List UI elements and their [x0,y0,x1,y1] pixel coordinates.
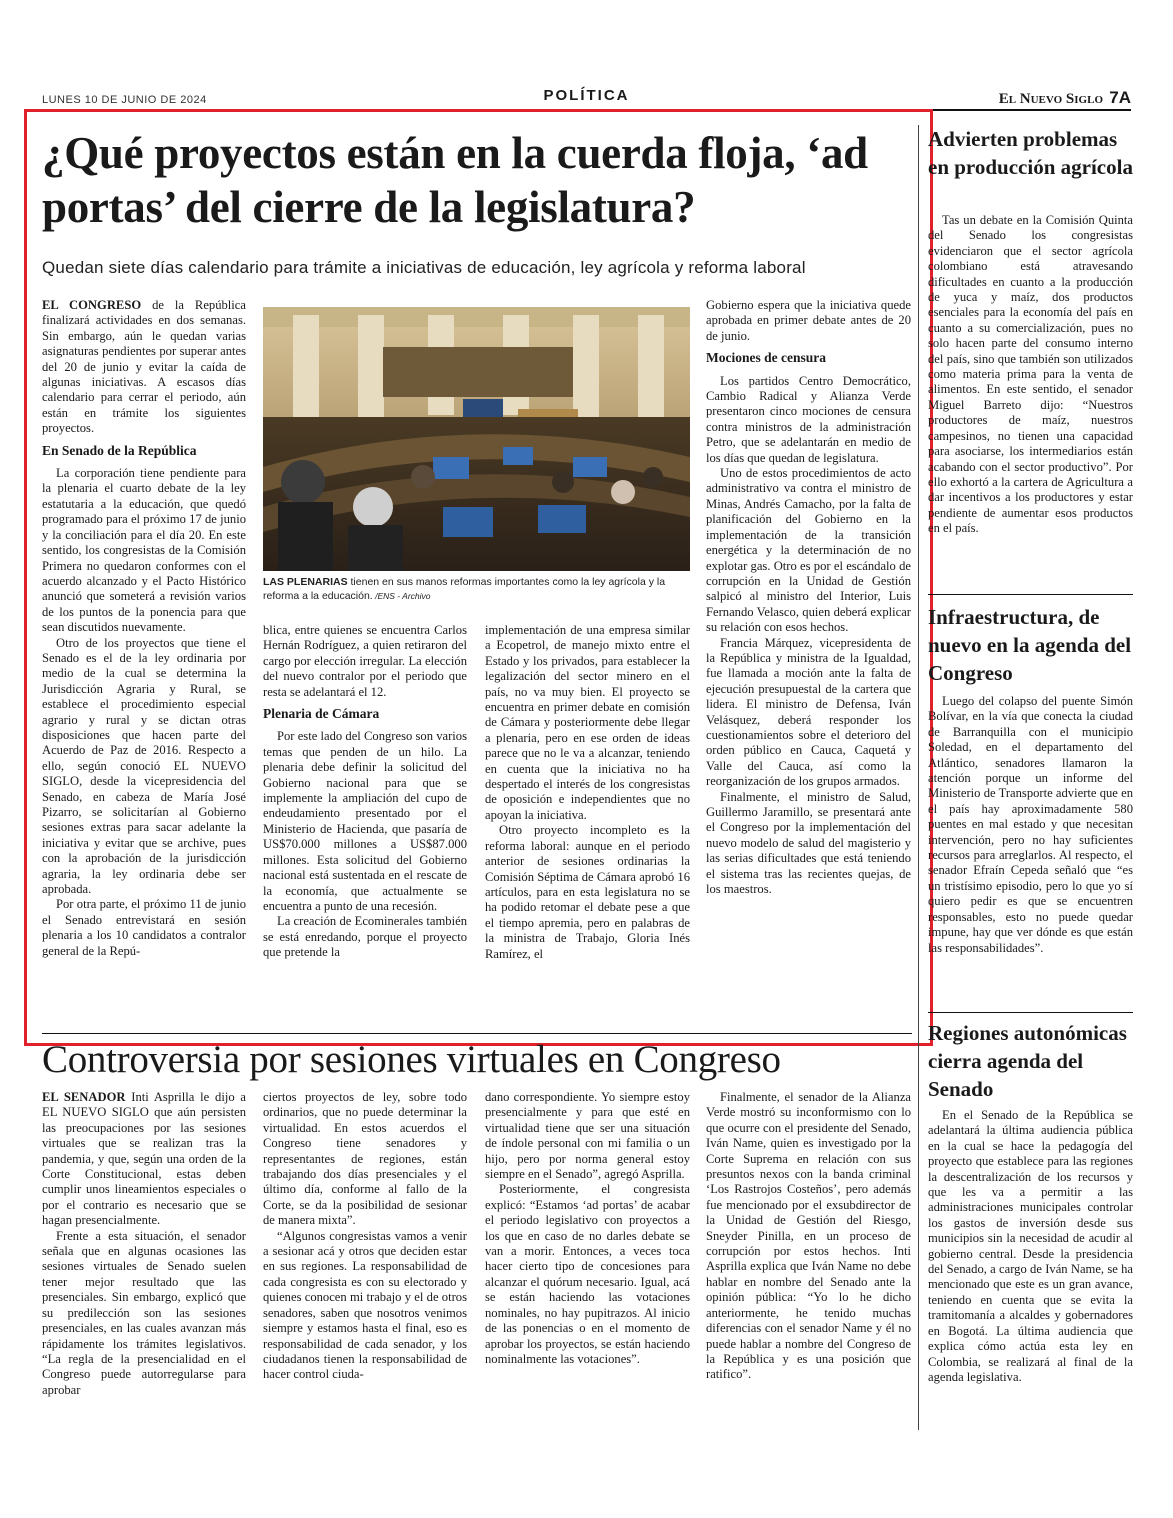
sidebar-column-2 [928,694,1133,956]
caption-text: tienen en sus manos reformas importantes como la ley agrícola y la reforma a la educación. [263,576,666,602]
paragraph: Por otra parte, el próximo 11 de junio el Senado entrevistará en sesión plenaria a los 10 candidatos a contralor general de la Repú- [42,897,246,958]
paragraph: Otro proyecto incompleto es la reforma laboral: aunque en el periodo anterior de sesiones ordinarias la Comisión Séptima de Cámara aprobó 16 artículos, para en esta legislatura no se ha podido retomar el debate pese a que el tiempo apremia, pero en palabras de la ministra de Trabajo, Gloria Inés Ramírez, el [485,823,690,961]
paragraph: ciertos proyectos de ley, sobre todo ordinarios, que no puede determinar la virtualidad. En estos acuerdos el Congreso tiene senadores y representantes de regiones, están trabajando dos días presenciales y el último día, conforme al fallo de la Corte, se da la posibilidad de sesionar de manera mixta”. [263,1090,467,1228]
paragraph: Uno de estos procedimientos de acto administrativo va contra el ministro de Minas, Andrés Camacho, por la falta de planificación del Gobierno en la implementación de la transición energética y la determinación de no explotar gas. Otro es por el escándalo de corrupción en la Unidad de Gestión salpicó al ministro del Interior, Luis Fernando Velasco, quien deberá explicar su relación con esos hechos. [706,466,911,635]
sidebar-headline-3: Regiones autonómicas cierra agenda del Senado [928,1021,1127,1101]
paragraph: dano correspondiente. Yo siempre estoy presencialmente y para que esté en virtualidad tiene que ser una situación de índole personal con mi familia o un hijo, pero por norma general estoy siempre en el Senado”, agregó Asprilla. [485,1090,690,1182]
main-subheadline: Quedan siete días calendario para trámite a iniciativas de educación, ley agrícola y reforma laboral [42,258,806,277]
paragraph: Gobierno espera que la iniciativa quede aprobada en primer debate antes de 20 de junio. [706,298,911,343]
sidebar-headline-2: Infraestructura, de nuevo en la agenda del Congreso [928,605,1132,685]
sidebar-headline-1: Advierten problemas en producción agrícola [928,127,1133,179]
paragraph: Los partidos Centro Democrático, Cambio Radical y Alianza Verde presentaron cinco mociones de censura contra ministros de la administración Petro, que se adelantarán en medio de los días que quedan de legislatura. [706,373,911,465]
paragraph: En el Senado de la República se adelantará la última audiencia pública en la cual se hace la pedagogía del proyecto que establece para las regiones la descentralización de los recursos y que les va a permitir a las administraciones municipales controlar los gastos de inversión desde sus municipios sin la necesidad de acudir al gobierno central. Desde la presidencia del Senado, a cargo de Iván Name, se ha mencionado que este es un gran avance, teniendo en cuenta que se evita la tramitomanía a alcaldes y gobernadores en Bogotá. La última audiencia que explica cómo actúa esta ley en Colombia, se realizará al final de la agenda legislativa. [928,1108,1133,1384]
caption-lead: LAS PLENARIAS [263,576,348,588]
header-rule [42,109,1131,111]
paragraph: La corporación tiene pendiente para la plenaria el cuarto debate de la ley estatutaria a la educación, que quedó programado para el próximo 17 de junio y la conciliación para el día 20. En este sentido, los congresistas de la Comisión Primera no quedaron conformes con el acuerdo alcanzado y el Pacto Histórico anunció que someterá a revisión varios de los puntos de la ponencia para que sean discutidos nuevamente. [42,466,246,635]
newspaper-name: El Nuevo Siglo [998,91,1103,107]
plenary-photo [263,307,690,571]
paragraph: Luego del colapso del puente Simón Bolívar, en la vía que conecta la ciudad de Barranquilla con el municipio Soledad, en el departamento del Atlántico, senadores llamaron la atención porque un informe del Ministerio de Transporte advierte que en el país hay aproximadamente 580 puentes en mal estado y que necesitan intervención, pero no hay suficientes recursos para arreglarlos. Al respecto, el senador Efraín Cepeda señaló que “es un tristísimo episodio, pero lo que yo sí quiero pedir es que se encuentren responsables, esto no puede quedar impune, hay que ver dónde es que están las responsabilidades”. [928,694,1133,955]
paragraph: La creación de Ecominerales también se está enredando, porque el proyecto que pretende la [263,914,467,960]
main-column-2 [263,623,467,961]
second-column-1 [42,1090,246,1398]
second-column-4 [706,1090,911,1383]
paragraph: implementación de una empresa similar a Ecopetrol, de manejo mixto entre el Estado y los privados, para establecer la legalización del sector minero en el país, no va muy bien. El proyecto se encuentra en primer debate en comisión de Cámara y posteriormente debe llegar a plenaria, pero en ese orden de ideas parece que no le va a alcanzar, teniendo en cuenta que la iniciativa no ha despertado el interés de los congresistas de oposición e independientes que no apoyan la iniciativa. [485,623,690,822]
paragraph: Otro de los proyectos que tiene el Senado es el de la ley ordinaria por medio de la cual se determina la Jurisdicción Agraria y Rural, se establece el procedimiento especial agrario y rural y se dictan otras disposiciones que hacen parte del Acuerdo de Paz de 2016. Respecto a ello, según conoció EL NUEVO SIGLO, desde la vicepresidencia del Senado, en cabeza de María José Pizarro, se solicitarían al Gobierno sesiones extras para sacar adelante la iniciativa y evitar que se archive, pues con la aprobación de la jurisdicción agraria, la ley ordinaria debe ser aprobada. [42,635,246,897]
paragraph: Finalmente, el ministro de Salud, Guillermo Jaramillo, se presentará ante el Congreso por la implementación del nuevo modelo de salud del magisterio y las serias dificultades que está teniendo el sistema tras las recientes quejas, de los maestros. [706,789,911,897]
photo-credit: /ENS - Archivo [372,591,431,601]
subheading: En Senado de la República [42,442,197,458]
section-rule [42,1033,912,1034]
sidebar-column-1 [928,213,1133,537]
issue-date: LUNES 10 DE JUNIO DE 2024 [42,94,207,106]
paragraph: EL CONGRESO de la República finalizará actividades en dos semanas. Sin embargo, aún le quedan varias asignaturas pendientes por superar antes del 20 de junio y evitar la caída de algunas iniciativas. A escasos días calendario para cerrar el periodo, aún están en trámite los siguientes proyectos. [42,298,246,436]
second-column-2 [263,1090,467,1383]
subheading: Mociones de censura [706,350,826,366]
paragraph: Posteriormente, el congresista explicó: “Estamos ‘ad portas’ de acabar el periodo legislativo con proyectos a los que en caso de no darles debate se van a morir. Entonces, a veces toca hacer cierto tipo de concesiones para alcanzar el quórum necesario. Igual, acá se están haciendo las votaciones nominales, no hay pupitrazos. Al inicio de las ponencias o en el momento de aprobar los proyectos, se están haciendo nominalmente las votaciones”. [485,1182,690,1366]
main-column-3 [485,623,690,962]
subheading: Plenaria de Cámara [263,706,380,722]
lead-word: EL SENADOR [42,1090,126,1104]
paragraph: Finalmente, el senador de la Alianza Verde mostró su inconformismo con lo que ocurre con el presidente del Senado, Iván Name, quien es investigado por la Corte Suprema en relación con sus presuntos nexos con la banda criminal ‘Los Rastrojos Costeños’, pero además fue mencionado por el exsubdirector de la Unidad de Gestión del Riesgo, Sneyder Pinilla, en un proceso de corrupción por estos hechos. Inti Asprilla explica que Iván Name no debe hablar en nombre del Senado ante la opinión pública: “Yo lo he dicho anteriormente, he tenido muchas diferencias con el senador Name y él no puede hablar a nombre del Congreso de la República y es una posición que ratifico”. [706,1090,911,1382]
paragraph: Francia Márquez, vicepresidenta de la República y ministra de la Igualdad, fue llamada a moción ante la falta de ejecución presupuestal de la cartera que lidera. El ministro de Defensa, Iván Velásquez, deberá responder los cuestionamientos sobre el deterioro del orden público en Cauca, Caquetá y Valle del Cauca, así como la reorganización de los grupos armados. [706,635,911,789]
paragraph: Por este lado del Congreso son varios temas que penden de un hilo. La plenaria debe definir la solicitud del Gobierno nacional para que se implemente la ampliación del cupo de endeudamiento presentado por el Ministerio de Hacienda, que pasaría de US$70.000 millones a US$87.000 millones. Esta solicitud del Gobierno nacional está sustentada en el rescate de la economía, que actualmente se encuentra a punto de una recesión. [263,729,467,913]
main-column-4 [706,298,911,897]
lead-word: EL CONGRESO [42,298,142,312]
main-headline: ¿Qué proyectos están en la cuerda floja, ‘ad portas’ del cierre de la legislatura? [42,128,868,232]
paragraph: EL SENADOR Inti Asprilla le dijo a EL NUEVO SIGLO que aún persisten las preocupaciones por las sesiones virtuales que se realizan tras la pandemia, y que, según una orden de la Corte Constitucional, estas deben cumplir unos lineamientos especiales o por el contrario es necesario que se hagan presencialmente. [42,1090,246,1228]
page-number: 7A [1109,88,1131,107]
plenary-hall-image [263,307,690,571]
photo-caption [263,575,690,603]
paragraph: Tas un debate en la Comisión Quinta del Senado los congresistas evidenciaron que el sector agrícola colombiano está atravesando dificultades en cuanto a la producción de yuca y maíz, dos productos esenciales para la economía del país en cuanto a su comercialización, pues no solo hacen parte del consumo interno del país, sino que también son utilizados como materia prima para la venta de alimentos. En este sentido, el senador Miguel Barreto dijo: “Nuestros productores de maíz, nuestros campesinos, no tienen una capacidad para asociarse, los intermediarios están acabando con el sector productivo”. Por ello exhortó a la cartera de Agricultura a dar incentivos a los productores y estar pendiente de aumentar esos productos en el país. [928,213,1133,536]
sidebar-column-3 [928,1108,1133,1385]
column-divider [918,125,919,1430]
paragraph: blica, entre quienes se encuentra Carlos Hernán Rodríguez, a quien retiraron del cargo por elección irregular. La elección del nuevo contralor por el periodo que resta se adelantará el 12. [263,623,467,699]
sidebar-rule [928,1012,1133,1013]
sidebar-rule [928,594,1133,595]
paragraph: Frente a esta situación, el senador señala que en algunas ocasiones las sesiones virtuales de Senado suelen tener mejor resultado que las presenciales. Sin embargo, explicó que su predilección son las sesiones presenciales, en las cuales avanzan más rápidamente los trámites legislativos. “La regla de la presencialidad en el Congreso puede autorregularse para aprobar [42,1228,246,1397]
section-name: POLÍTICA [543,87,630,104]
main-column-1 [42,298,246,959]
second-headline: Controversia por sesiones virtuales en Congreso [42,1038,781,1081]
second-column-3 [485,1090,690,1367]
paragraph: “Algunos congresistas vamos a venir a sesionar acá y otros que deciden estar en sus regiones. La responsabilidad de cada congresista es con su electorado y quienes conocen mi trabajo y el de otros senadores, saben que nosotros venimos siempre y estamos hasta el final, eso es responsabilidad de cada senador, y los ciudadanos tienen la responsabilidad de hacer control ciuda- [263,1228,467,1382]
